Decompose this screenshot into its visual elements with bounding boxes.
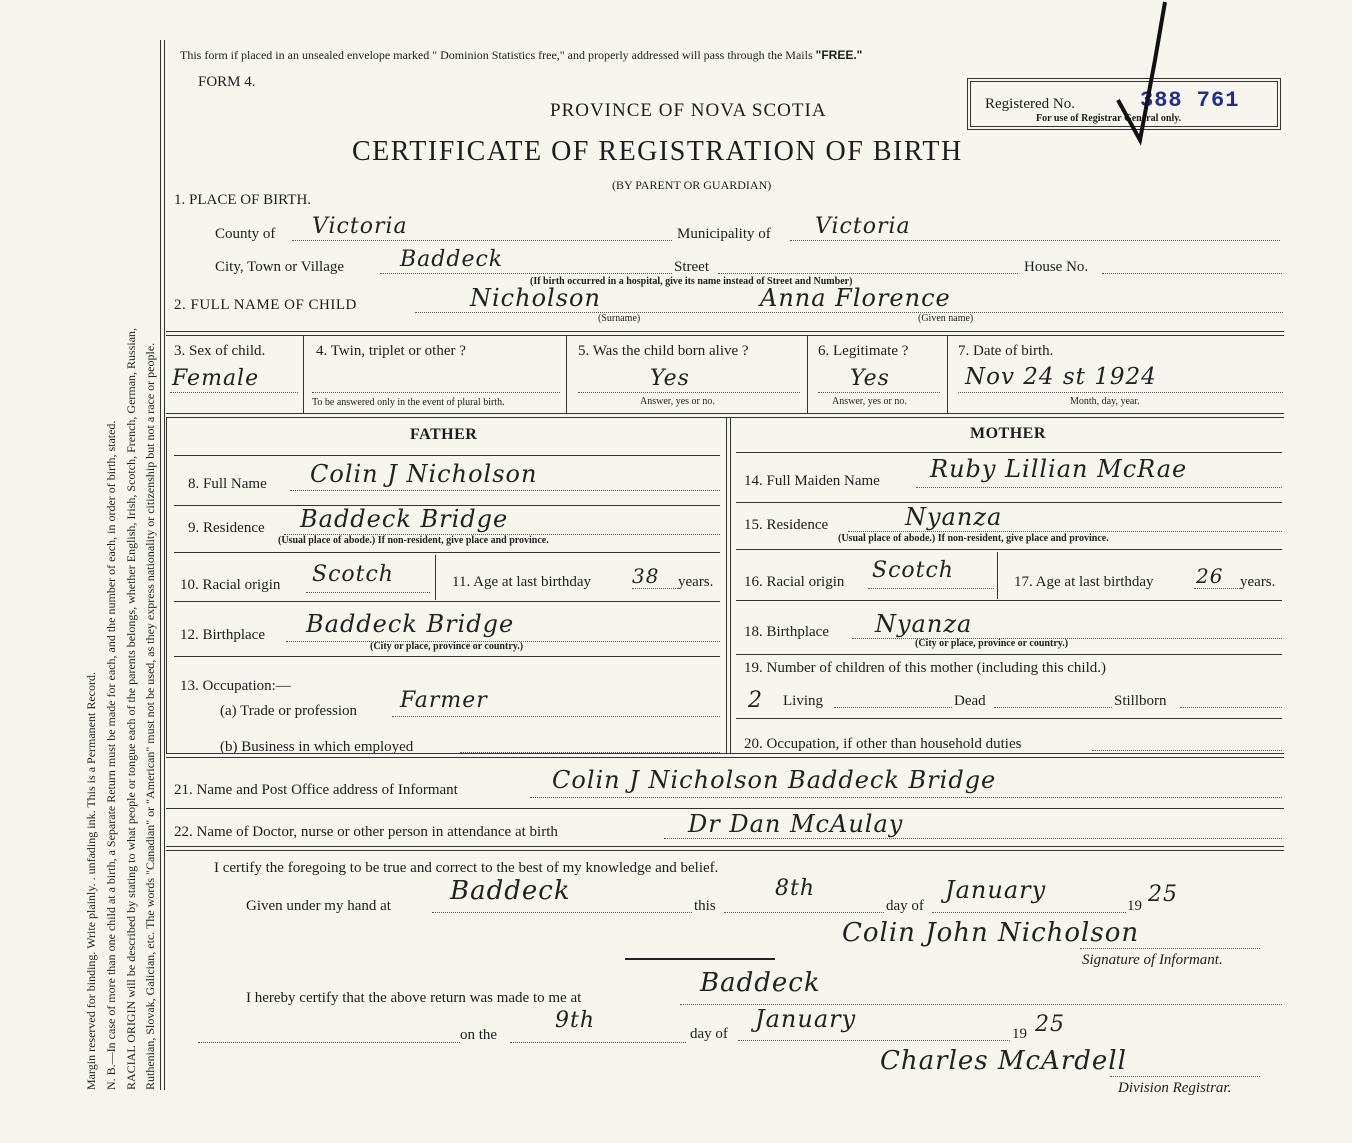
registrar-signature: Charles McArdell — [880, 1046, 1127, 1076]
mail-free: "FREE." — [815, 48, 863, 62]
certify-year: 25 — [1148, 882, 1178, 907]
mother-children-label: 19. Number of children of this mother (including this child.) — [744, 660, 1107, 676]
dead-label: Dead — [954, 693, 986, 709]
father-trade-value: Farmer — [400, 688, 488, 713]
certify-year-prefix: 19 — [1127, 898, 1142, 914]
certify-day: 8th — [775, 876, 816, 901]
informant-value: Colin J Nicholson Baddeck Bridge — [552, 766, 997, 794]
mother-birthplace-value: Nyanza — [875, 610, 973, 638]
check-mark-icon — [1110, 0, 1170, 150]
mother-residence-note: (Usual place of abode.) If non-resident, give place and province. — [838, 533, 1109, 544]
registered-sub: For use of Registrar General only. — [1036, 113, 1182, 124]
doctor-label: 22. Name of Doctor, nurse or other person in attendance at birth — [174, 824, 558, 840]
father-heading: FATHER — [410, 426, 478, 443]
stillborn-label: Stillborn — [1114, 693, 1167, 709]
mother-name-label: 14. Full Maiden Name — [744, 473, 880, 489]
father-name-value: Colin J Nicholson — [310, 460, 538, 488]
legitimate-note: Answer, yes or no. — [832, 396, 907, 407]
side-note-3: RACIAL ORIGIN will be described by stating to what people or tongue each of the parents belongs, whether English, Irish, Scotch, French, German, Russian, — [124, 327, 138, 1090]
father-birthplace-note: (City or place, province or country.) — [370, 641, 524, 652]
mail-notice-text: This form if placed in an unsealed envelope marked " Dominion Statistics free," and properly addressed will pass through the Mails — [180, 48, 813, 62]
father-residence-note: (Usual place of abode.) If non-resident, give place and province. — [278, 535, 549, 546]
hospital-note: (If birth occurred in a hospital, give its name instead of Street and Number) — [530, 276, 853, 287]
twin-note: To be answered only in the event of plural birth. — [312, 397, 505, 408]
dob-value: Nov 24 st 1924 — [965, 364, 1157, 390]
registrar-on-label: on the — [460, 1027, 498, 1043]
certify-month: January — [945, 876, 1047, 904]
alive-value: Yes — [650, 366, 690, 391]
mother-racial-value: Scotch — [872, 558, 954, 583]
father-occupation-label: 13. Occupation:— — [180, 678, 291, 694]
province-heading: PROVINCE OF NOVA SCOTIA — [550, 100, 827, 121]
registered-number: 388 761 — [1140, 88, 1240, 113]
mother-residence-label: 15. Residence — [744, 517, 829, 533]
margin-rule — [160, 40, 165, 1090]
child-name-label: 2. FULL NAME OF CHILD — [174, 297, 357, 313]
certify-statement: I certify the foregoing to be true and correct to the best of my knowledge and belief. — [214, 860, 719, 876]
street-label: Street — [674, 259, 709, 275]
mother-birthplace-label: 18. Birthplace — [744, 624, 829, 640]
dob-note: Month, day, year. — [1070, 396, 1140, 407]
legitimate-value: Yes — [850, 366, 890, 391]
father-age-label: 11. Age at last birthday — [452, 574, 591, 590]
child-surname: Nicholson — [470, 284, 601, 312]
legitimate-label: 6. Legitimate ? — [818, 343, 909, 359]
registrar-year-prefix: 19 — [1012, 1026, 1027, 1042]
form-number: FORM 4. — [198, 74, 256, 90]
mother-occupation-label: 20. Occupation, if other than household duties — [744, 736, 1022, 752]
dob-label: 7. Date of birth. — [958, 343, 1054, 359]
mother-age-years: years. — [1240, 574, 1276, 590]
father-residence-label: 9. Residence — [188, 520, 265, 536]
child-given-name: Anna Florence — [760, 284, 951, 312]
mother-age-value: 26 — [1196, 564, 1224, 588]
side-note-1: Margin reserved for binding. Write plainly. . unfading ink. This is a Permanent Record. — [84, 672, 98, 1090]
father-racial-label: 10. Racial origin — [180, 577, 281, 593]
registrar-dayof-label: day of — [690, 1026, 728, 1042]
mother-name-value: Ruby Lillian McRae — [930, 455, 1188, 483]
registered-label: Registered No. — [985, 96, 1075, 112]
this-label: this — [694, 898, 716, 914]
municipality-value: Victoria — [815, 214, 911, 239]
living-label: Living — [783, 693, 823, 709]
mother-residence-value: Nyanza — [905, 503, 1003, 531]
side-note-4: Ruthenian, Slovak, Galician, etc. The words "Canadian" or "American" must not be used, as they express nationality or citizenship but not a race or people. — [143, 342, 157, 1090]
father-name-label: 8. Full Name — [188, 476, 267, 492]
certify-dayof-label: day of — [886, 898, 924, 914]
living-count: 2 — [748, 688, 763, 713]
registrar-place: Baddeck — [700, 968, 821, 998]
father-residence-value: Baddeck Bridge — [300, 505, 509, 533]
doctor-value: Dr Dan McAulay — [688, 810, 904, 838]
house-label: House No. — [1024, 259, 1089, 275]
alive-note: Answer, yes or no. — [640, 396, 715, 407]
given-label: Given under my hand at — [246, 898, 391, 914]
alive-label: 5. Was the child born alive ? — [578, 343, 749, 359]
city-value: Baddeck — [400, 247, 504, 272]
twin-label: 4. Twin, triplet or other ? — [316, 343, 466, 359]
page-subtitle: (BY PARENT OR GUARDIAN) — [612, 178, 772, 192]
municipality-label: Municipality of — [677, 226, 771, 242]
registrar-month: January — [755, 1005, 857, 1033]
page-title: CERTIFICATE OF REGISTRATION OF BIRTH — [352, 136, 963, 167]
surname-note: (Surname) — [598, 313, 641, 324]
father-racial-value: Scotch — [312, 562, 394, 587]
father-birthplace-label: 12. Birthplace — [180, 627, 265, 643]
informant-signature-label: Signature of Informant. — [1082, 952, 1223, 968]
father-birthplace-value: Baddeck Bridge — [306, 610, 515, 638]
father-trade-label: (a) Trade or profession — [220, 703, 358, 719]
registrar-year: 25 — [1035, 1012, 1065, 1037]
registrar-signature-label: Division Registrar. — [1118, 1080, 1232, 1096]
side-note-2: N. B.—In case of more than one child at a birth, a Separate Return must be made for each, and the number of each, in order of birth, stated. — [104, 420, 118, 1090]
registrar-statement: I hereby certify that the above return was made to me at — [246, 990, 582, 1006]
county-label: County of — [215, 226, 276, 242]
county-value: Victoria — [312, 214, 408, 239]
place-heading: 1. PLACE OF BIRTH. — [174, 192, 312, 208]
sex-label: 3. Sex of child. — [174, 343, 266, 359]
sex-value: Female — [172, 366, 260, 391]
informant-label: 21. Name and Post Office address of Informant — [174, 782, 458, 798]
mother-age-label: 17. Age at last birthday — [1014, 574, 1154, 590]
mother-heading: MOTHER — [970, 425, 1046, 442]
informant-signature: Colin John Nicholson — [842, 918, 1140, 948]
mail-notice — [180, 48, 862, 63]
given-note: (Given name) — [918, 313, 974, 324]
mother-racial-label: 16. Racial origin — [744, 574, 845, 590]
father-business-label: (b) Business in which employed — [220, 739, 414, 755]
father-age-years: years. — [678, 574, 714, 590]
registrar-day: 9th — [555, 1008, 596, 1033]
city-label: City, Town or Village — [215, 259, 345, 275]
father-age-value: 38 — [632, 564, 660, 588]
mother-birthplace-note: (City or place, province or country.) — [915, 638, 1069, 649]
given-place: Baddeck — [450, 876, 571, 906]
